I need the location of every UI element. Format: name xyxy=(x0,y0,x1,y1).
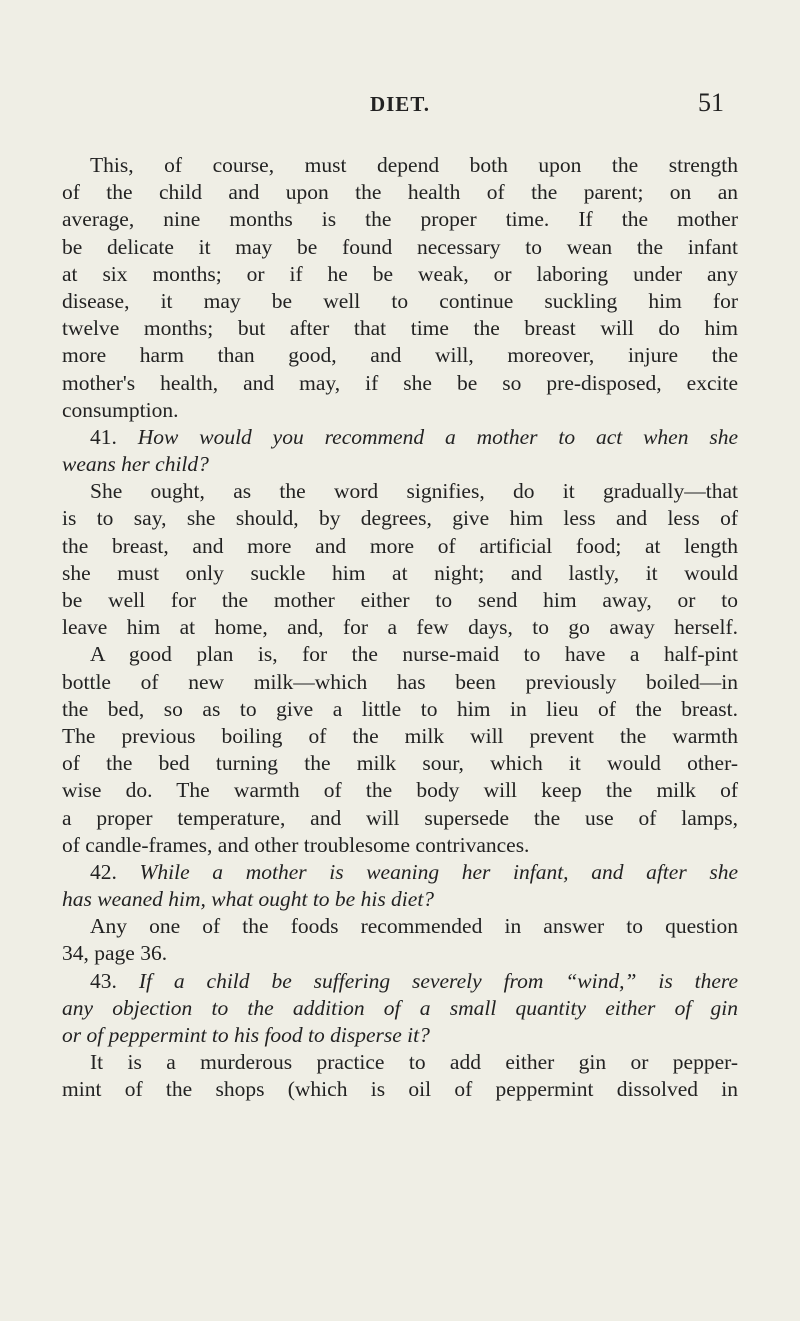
text-line: wise do. The warmth of the body will keep the milk of xyxy=(62,778,738,803)
text-line: is to say, she should, by degrees, give him less and less of xyxy=(62,506,738,531)
text-line: of candle-frames, and other troublesome contrivances. xyxy=(62,832,530,857)
text-line: be delicate it may be found necessary to wean the infant xyxy=(62,234,738,259)
body-text xyxy=(62,152,738,1104)
question-number: 42. xyxy=(90,859,117,884)
text-line: consumption. xyxy=(62,397,179,422)
text-line: It is a murderous practice to add either gin or pepper- xyxy=(90,1050,738,1075)
text-line: The previous boiling of the milk will prevent the warmth xyxy=(62,723,738,748)
question-text: While a mother is weaning her infant, and after she xyxy=(139,859,738,884)
question-43 xyxy=(62,968,738,995)
text-line: A good plan is, for the nurse-maid to have a half-pint xyxy=(90,642,738,667)
text-line: of the bed turning the milk sour, which it would other- xyxy=(62,751,738,776)
text-line: be well for the mother either to send him away, or to xyxy=(62,588,738,612)
page-number: 51 xyxy=(698,88,724,117)
text-line: She ought, as the word signifies, do it gradually—that xyxy=(90,479,738,504)
question-line: has weaned him, what ought to be his diet? xyxy=(62,887,435,912)
text-line: disease, it may be well to continue suckling him for xyxy=(62,288,738,313)
running-head: DIET. xyxy=(369,92,431,116)
question-line: or of peppermint to his food to disperse it? xyxy=(62,1023,430,1047)
text-line: of the child and upon the health of the parent; on an xyxy=(62,180,738,205)
question-number: 43. xyxy=(90,968,117,993)
text-line: the breast, and more and more of artificial food; at length xyxy=(62,533,738,558)
text-line: mint of the shops (which is oil of peppermint dissolved in xyxy=(62,1077,738,1102)
question-42 xyxy=(62,859,738,886)
question-text: If a child be suffering severely from “wind,” is there xyxy=(138,968,738,993)
page-header xyxy=(0,88,800,118)
question-41 xyxy=(62,424,738,451)
text-line: the bed, so as to give a little to him in lieu of the breast. xyxy=(62,696,738,721)
text-line: This, of course, must depend both upon the strength xyxy=(90,153,738,177)
text-line: bottle of new milk—which has been previously boiled—in xyxy=(62,669,738,694)
text-line: twelve months; but after that time the breast will do him xyxy=(62,316,738,341)
text-line: average, nine months is the proper time. If the mother xyxy=(62,207,738,232)
text-line: a proper temperature, and will supersede the use of lamps, xyxy=(62,805,738,830)
text-line: at six months; or if he be weak, or laboring under any xyxy=(62,261,738,286)
question-line: weans her child? xyxy=(62,452,209,477)
question-line: any objection to the addition of a small quantity either of gin xyxy=(62,995,738,1020)
question-number: 41. xyxy=(90,424,117,449)
text-line: leave him at home, and, for a few days, to go away herself. xyxy=(62,615,738,640)
text-line: mother's health, and may, if she be so pre-disposed, excite xyxy=(62,370,738,395)
text-line: more harm than good, and will, moreover, injure the xyxy=(62,343,738,368)
text-line: Any one of the foods recommended in answer to question xyxy=(90,914,738,939)
text-line: 34, page 36. xyxy=(62,941,168,966)
text-line: she must only suckle him at night; and lastly, it would xyxy=(62,560,738,585)
question-text: How would you recommend a mother to act when she xyxy=(137,424,738,449)
